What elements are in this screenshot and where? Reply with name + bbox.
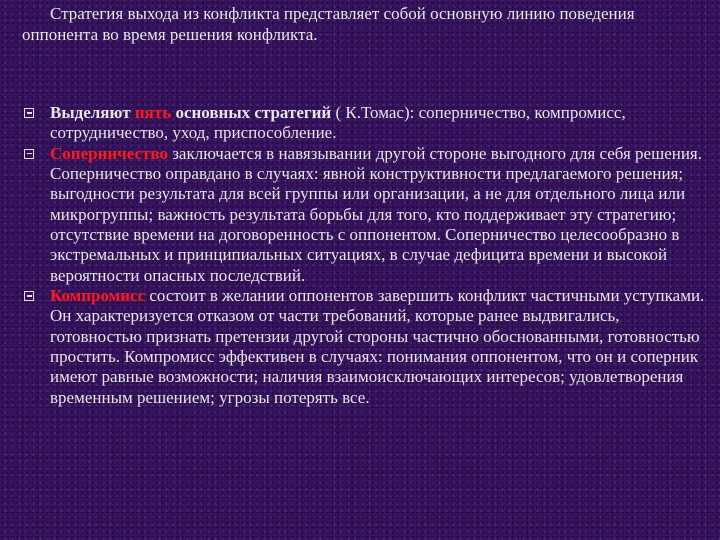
compromise-term: Компромисс	[50, 286, 146, 306]
list-item-competition	[0, 144, 720, 286]
competition-term: Соперничество	[50, 143, 168, 163]
overview-lead-rest: основных стратегий	[175, 103, 332, 122]
boxed-minus-icon	[24, 291, 34, 301]
list-item-compromise	[0, 286, 720, 408]
overview-lead: Выделяют	[50, 103, 131, 122]
overview-text: ( К.Томас): соперничество, компромисс, сотрудничество, уход, приспособление.	[50, 103, 626, 143]
strategy-list	[0, 103, 720, 408]
list-item-overview	[0, 103, 720, 144]
compromise-text: состоит в желании оппонентов завершить конфликт частичными уступками. Он характеризуется отказом от части требований, которые ранее выдвигались, готовностью признать претензии другой стороны частично обоснованными, готовностью простить. Компромисс эффективен в случаях: понимания оппонентом, что он и соперник имеют равные возможности; наличия взаимоисключающих интересов; удовлетворения временным решением; угрозы потерять все.	[50, 286, 705, 407]
boxed-minus-icon	[24, 108, 34, 118]
intro-paragraph: Стратегия выхода из конфликта представляет собой основную линию поведения оппонента во время решения конфликта.	[22, 4, 635, 44]
boxed-minus-icon	[24, 149, 34, 159]
competition-text: заключается в навязывании другой стороне выгодного для себя решения. Соперничество оправдано в случаях: явной конструктивности предлагаемого решения; выгодности результата для всей группы или организации, а не для отдельного лица или микрогруппы; важность результата борьбы для того, кто поддерживает эту стратегию; отсутствие времени на договоренность с оппонентом. Соперничество целесообразно в экстремальных и принципиальных ситуациях, в случае дефицита времени и высокой вероятности опасных последствий.	[50, 143, 702, 285]
overview-count: пять	[134, 103, 172, 122]
